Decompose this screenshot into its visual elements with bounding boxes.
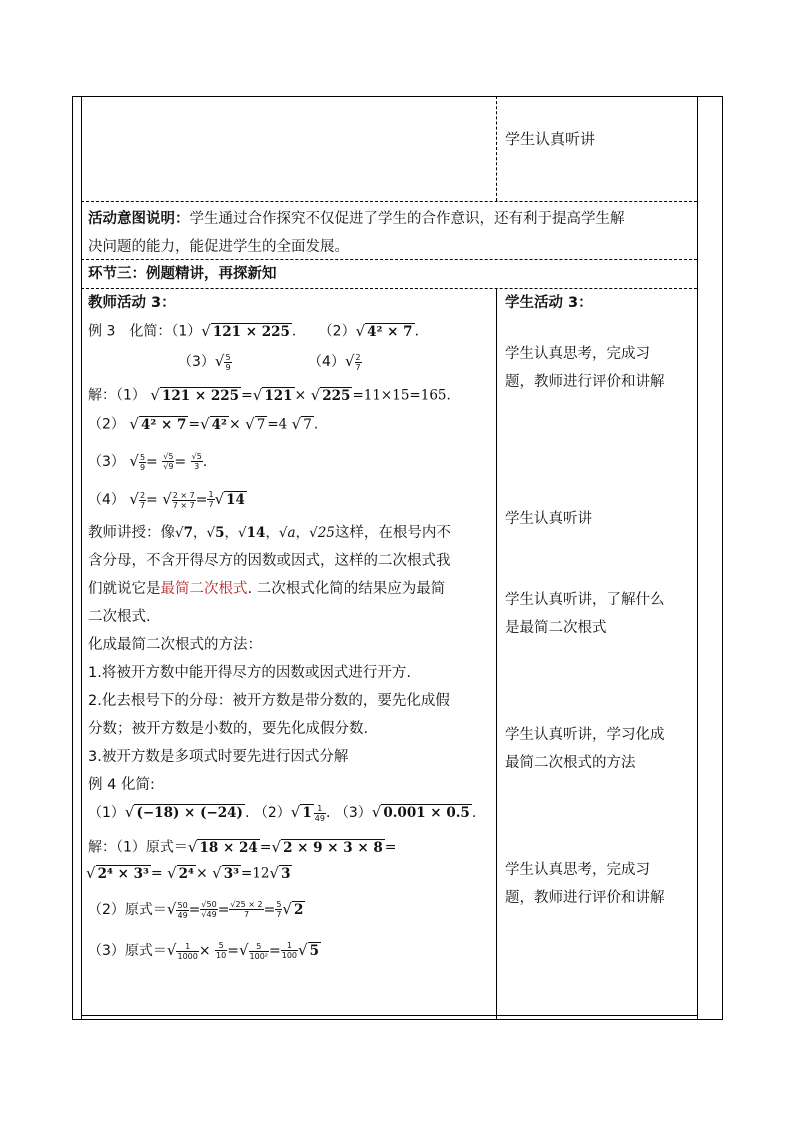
student-note-2 [505, 505, 695, 533]
sqrt-fraction: √ $\frac{50}{49}$ [166, 900, 188, 920]
example3-label: 例 3 化简： [88, 323, 172, 340]
radicand: 4² [211, 417, 227, 433]
radicand: 121 [264, 388, 293, 404]
student-note-1 [505, 340, 695, 396]
section-title: 环节三：例题精讲，再探新知 [88, 266, 277, 282]
sqrt-expression: √ 2 [282, 900, 304, 919]
solution-result: =11×15=165. [352, 387, 451, 404]
solution4-line2: √ 2⁴ × 3³ = √ 2⁴ × √ 3³ =12√ 3 [86, 864, 291, 882]
punct: . [291, 323, 297, 340]
radicand: 121 × 225 [161, 388, 240, 404]
example3-part2-label: （2） [318, 323, 356, 340]
sqrt-expression: √ 225 [310, 386, 351, 404]
solution3-line4: （4） √ $\frac{2}{7}$ = √ $\frac{2 \times 7}{7 \times 7}$ = $\frac{1}{7}$ √ 14 [88, 490, 245, 510]
intent-text-1: 学生通过合作探究不仅促进了学生的合作意识，还有利于提高学生解 [189, 211, 625, 227]
student-text: 学生认真听讲，了解什么 [505, 592, 665, 608]
solution-part1-label: （1） [116, 387, 146, 404]
sqrt-mixed-number: √ 1 $\frac{1}{49}$ [290, 803, 325, 823]
student-activity-title: 学生活动 3： [505, 295, 593, 311]
radicand: 4² × 7 [140, 417, 187, 433]
student-text: 学生认真思考，完成习 [505, 862, 650, 878]
lecture-text: . 二次根式化简的结果应为最简 [247, 581, 446, 597]
sqrt-fraction: √ $\frac{5}{9}$ [129, 452, 146, 472]
teacher-activity-title: 教师活动 3： [88, 295, 176, 311]
solution3-line2: （2） √ 4² × 7 =√ 4² × √ 7 =4 √ 7 . [88, 415, 319, 433]
sqrt-expression: √ 4² [200, 415, 227, 433]
right-inner-border [697, 96, 698, 1020]
row1-right-text: 学生认真听讲 [505, 130, 596, 148]
column-divider-top [496, 96, 497, 201]
solution-result: =4 [267, 416, 288, 433]
lecture-paragraph: 教师讲授：像√7，√5，√14，√a，√25这样，在根号内不 含分母，不含开得尽方的因数或因式，这样的二次根式我 们就说它是最简二次根式. 二次根式化简的结果应为最简 二次根式. [88, 525, 451, 625]
radicand: 2⁴ [178, 866, 194, 882]
fraction: $\frac{1}{7}$ [208, 490, 214, 510]
student-note-3 [505, 586, 695, 642]
radicand: 7 [256, 417, 266, 433]
solution4-line4: （3）原式＝√ $\frac{1}{1000}$ × $\frac{5}{10}$ =√ $\frac{5}{\text{100²}}$ = $\frac{1}{100}$ √ 5 [88, 941, 319, 961]
sqrt-fraction: √ $\frac{1}{1000}$ [166, 941, 198, 961]
radicand: 2 × 9 × 3 × 8 [283, 840, 383, 856]
fraction: $\frac{5}{7}$ [276, 900, 282, 920]
fraction-denominator: 7 [355, 362, 361, 372]
fraction-denominator: 9 [225, 362, 231, 372]
sqrt-fraction: √ $\frac{5}{9}$ [214, 352, 231, 372]
sqrt-expression: √ 121 × 225 [201, 322, 290, 340]
fraction: $\frac{√25 \times 2}{7}$ [230, 900, 263, 920]
example3-line1 [88, 322, 419, 341]
sqrt-expression: √ 2 × 9 × 3 × 8 [271, 838, 383, 856]
solution-part4-label: （4） [88, 491, 125, 508]
row-divider-3 [81, 288, 697, 289]
student-text: 是最简二次根式 [505, 620, 607, 636]
student-text: 题，教师进行评价和讲解 [505, 374, 665, 390]
fraction: $\frac{√5}{3}$ [191, 452, 202, 472]
solution3-line1: 解：（1） √ 121 × 225 =√ 121 × √ 225 =11×15=165. [88, 386, 451, 404]
method-item: 1.将被开方数中能开得尽方的因数或因式进行开方. [88, 665, 411, 681]
lecture-highlight: 最简二次根式 [160, 581, 248, 597]
sqrt-fraction: √ $\frac{2}{7}$ [129, 490, 146, 510]
solution4-part1-label: 解：（1）原式＝ [88, 839, 188, 856]
solution4-line3: （2）原式＝√ $\frac{50}{49}$ = $\frac{√50}{√49}$ = $\frac{√25 \times 2}{7}$ = $\frac{5}{7}$ √ 2 [88, 900, 304, 920]
method-list [88, 631, 493, 799]
sqrt-expression: √ 3³ [212, 864, 240, 882]
student-note-4 [505, 721, 695, 777]
example3-part4-label: （4） [308, 353, 345, 370]
radicand: 2⁴ × 3³ [97, 866, 149, 882]
solution3-line3: （3） √ $\frac{5}{9}$ = $\frac{√5}{√9}$ = $\frac{√5}{3}$ . [88, 452, 208, 472]
radicand: 14 [226, 492, 245, 509]
example4-label: 例 4 化简: [88, 777, 155, 793]
fraction: $\frac{1}{100}$ [281, 941, 298, 961]
sqrt-expression: √ 4² × 7 [355, 322, 413, 340]
example4-part3-label: （3） [334, 804, 372, 821]
radicand: 18 × 24 [199, 840, 258, 856]
solution4-part3-label: （3）原式＝ [88, 942, 167, 959]
fraction: $\frac{√5}{√9}$ [163, 452, 174, 472]
punct: . [414, 323, 419, 340]
sqrt-expression: √ 0.001 × 0.5 [371, 803, 470, 822]
lecture-text: 们就说它是 [88, 581, 161, 597]
method-item: 2.化去根号下的分母：被开方数是带分数的，要先化成假 [88, 693, 450, 709]
sqrt-expression: √ 121 × 225 [150, 386, 240, 404]
radicand: (−18) × (−24) [136, 805, 243, 822]
intent-label: 活动意图说明： [88, 211, 190, 227]
sqrt-expression: √ 14 [214, 490, 245, 509]
student-text: 学生认真听讲 [505, 511, 592, 527]
sqrt-expression: √ 2⁴ × 3³ [86, 864, 149, 882]
fraction: $\frac{√50}{√49}$ [201, 900, 217, 920]
example4-line: （1）√ (−18) × (−24) . （2）√ 1 $\frac{1}{49}$ . （3）√ 0.001 × 0.5 . [88, 803, 477, 823]
row-divider-1 [81, 201, 697, 202]
solution-result: =12 [241, 865, 270, 882]
sqrt-fraction: √ $\frac{2}{7}$ [344, 352, 361, 372]
radicand: 121 × 225 [212, 324, 290, 340]
student-text: 题，教师进行评价和讲解 [505, 890, 665, 906]
method-item: 分数；被开方数是小数的，要先化成假分数. [88, 721, 369, 737]
left-inner-border [81, 96, 82, 1020]
solution4-line1: 解：（1）原式＝√ 18 × 24 =√ 2 × 9 × 3 × 8 = [88, 838, 397, 856]
method-title: 化成最简二次根式的方法： [88, 637, 262, 653]
solution-label: 解： [88, 387, 116, 404]
solution-part2-label: （2） [88, 416, 125, 433]
sqrt-expression: √ 18 × 24 [187, 838, 258, 856]
example4-part1-label: （1） [88, 804, 125, 821]
lecture-text: 这样，在根号内不 [334, 525, 451, 541]
student-text: 学生认真思考，完成习 [505, 346, 650, 362]
lecture-text: 含分母，不含开得尽方的因数或因式，这样的二次根式我 [88, 553, 451, 569]
example3-part1-label: （1） [171, 323, 202, 340]
lecture-text: 二次根式. [88, 609, 151, 625]
fraction: $\frac{5}{10}$ [216, 941, 227, 961]
sqrt-expression: √ (−18) × (−24) [124, 803, 243, 822]
radicand: 3³ [223, 866, 240, 882]
student-text: 学生认真听讲，学习化成 [505, 727, 665, 743]
student-text: 最简二次根式的方法 [505, 755, 636, 771]
example3-part3-label: （3） [178, 353, 215, 370]
sqrt-fraction: √ $\frac{5}{\text{100²}}$ [238, 941, 268, 961]
sqrt-expression: √ 7 [245, 415, 266, 433]
column-divider-main [496, 288, 497, 1020]
intent-paragraph [88, 205, 694, 261]
radicand: 4² × 7 [367, 324, 413, 340]
sqrt-expression: √ 2⁴ [167, 864, 194, 882]
sqrt-expression: √ 3 [269, 864, 291, 882]
radicand: 0.001 × 0.5 [383, 805, 470, 822]
method-item: 3.被开方数是多项式时要先进行因式分解 [88, 749, 349, 765]
sqrt-fraction: √ $\frac{2 \times 7}{7 \times 7}$ [162, 490, 195, 510]
sqrt-expression: √ 5 [298, 941, 319, 960]
sqrt-expression: √ 121 [252, 386, 293, 404]
student-note-5 [505, 856, 695, 912]
solution4-part2-label: （2）原式＝ [88, 901, 167, 918]
sqrt-expression: √ 4² × 7 [129, 415, 187, 433]
example3-line2 [178, 352, 362, 372]
fraction-numerator: 5 [225, 352, 231, 362]
sqrt-expression: √ 7 [291, 415, 312, 433]
fraction-numerator: 2 [355, 352, 361, 362]
solution-part3-label: （3） [88, 453, 125, 470]
lecture-text: 教师讲授：像 [88, 525, 175, 541]
row-divider-bottom [81, 1015, 697, 1016]
intent-text-2: 决问题的能力，能促进学生的全面发展。 [88, 239, 349, 255]
radicand: 225 [322, 388, 351, 404]
example4-part2-label: （2） [253, 804, 291, 821]
